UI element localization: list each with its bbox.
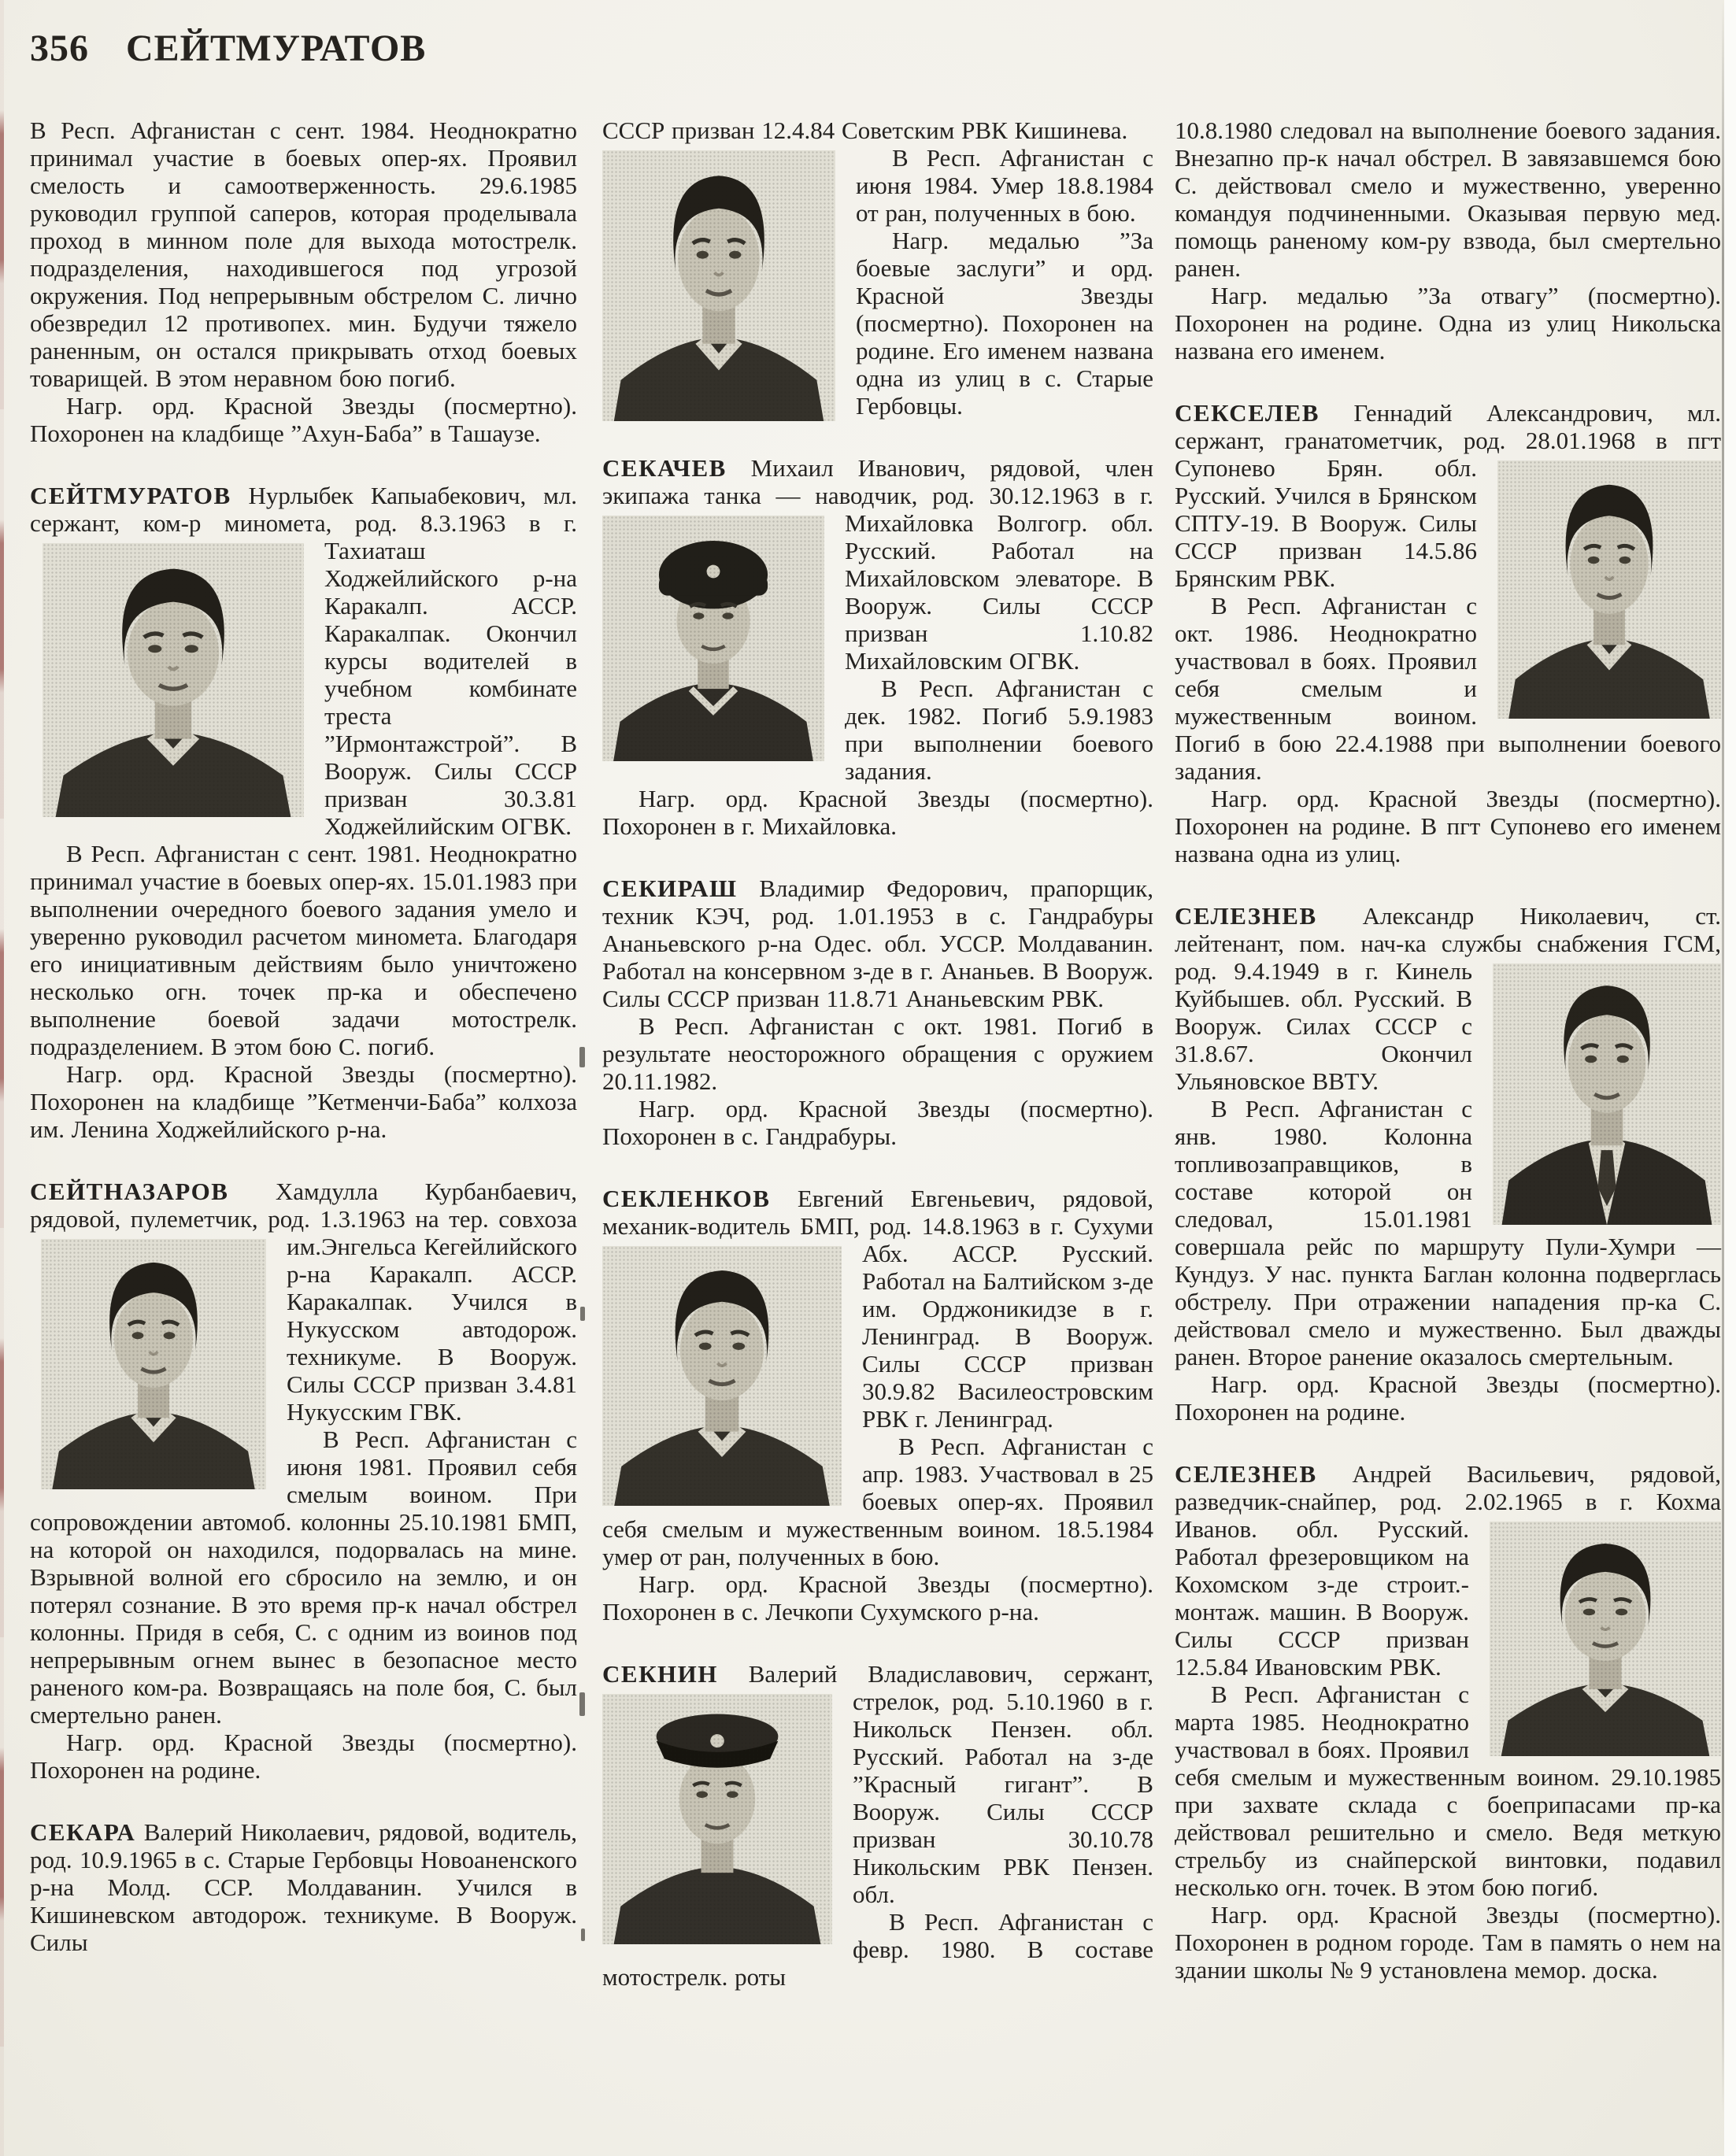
paragraph-service: В Респ. Афганистан с июня 1981. Проявил себя смелым воином. При сопровождении автомоб. колонны 25.10.1981 БМП, на которой он находился, подорвалась на мине. Взрывной волной его сбросило на землю, и он потерял сознание. В это время пр-к начал обстрел колонны. Придя в себя, С. с одним из воинов под непрерывным огнем вынес в безопасное место раненого ком-ра. Возвращаясь на поле боя, С. был смертельно ранен.: [30, 1426, 577, 1729]
entry-head-paragraph: [602, 875, 1153, 1012]
paragraph-award: Нагр. орд. Красной Звезды (посмертно). Похоронен в г. Михайловка.: [602, 785, 1153, 840]
entry-head-paragraph: [30, 482, 577, 840]
entry-surname: СЕКСЕЛЕВ: [1175, 399, 1320, 427]
entry-surname: СЕКАРА: [30, 1818, 136, 1846]
paragraph-award: Нагр. орд. Красной Звезды (посмертно). Похоронен в с. Лечкопи Сухумского р-на.: [602, 1570, 1153, 1625]
entry-seleznev-aleksandr: [1175, 902, 1721, 1426]
entry-seknin: [602, 1660, 1153, 1991]
photo-sekara: [602, 150, 835, 421]
page-number: 356: [30, 28, 89, 69]
entry-surname: СЕКЛЕНКОВ: [602, 1185, 771, 1212]
entry-lead-text: СССР призван 12.4.84 Советским РВК: [602, 116, 1008, 144]
paragraph-continuation: 10.8.1980 следовал на выполнение боевого задания. Внезапно пр-к начал обстрел. В завязавшемся бою С. действовал смело и мужественно, уверенно командуя подчиненными. Оказывая первую мед. помощь раненому ком-ру взвода, был смертельно ранен.: [1175, 116, 1721, 282]
photo-seklenkov: [602, 1246, 842, 1506]
entry-body-text: Кишинева.: [1014, 116, 1128, 144]
paragraph-service: В Респ. Афганистан с янв. 1980. Колонна топливозаправщиков, в составе которой он следовал, 15.01.1981 совершала рейс по маршруту Пули-Хумри — Кундуз. У нас. пункта Баглан колонна подверглась обстрелу. При отражении нападения пр-ка С. действовал смело и мужественно. Был дважды ранен. Второе ранение оказалось смертельным.: [1175, 1095, 1721, 1370]
scan-speck: [579, 1047, 585, 1067]
entry-lead-text: Валерий Николаевич, рядовой, водитель, род. 10.9.1965 в с. Старые Гербовцы Новоаненского р-на Молд. ССР. Молдаванин. Учился в Кишиневском автодорож. техникуме. В Вооруж. Силы: [30, 1818, 577, 1956]
entry-sekirash: [602, 875, 1153, 1150]
entry-surname: СЕЛЕЗНЕВ: [1175, 1460, 1317, 1488]
scan-edge-artifact-left: [0, 0, 4, 2156]
entry-body-text: ГСМ, род. 9.4.1949 в г. Кинель Куйбышев. обл. Русский. В Вооруж. Силах СССР с 31.8.67. Окончил Ульяновское ВВТУ.: [1175, 930, 1721, 1095]
entry-body-text: Кохма Иванов. обл. Русский. Работал фрезеровщиком на Кохомском з-де строит.-монтаж. машин. В Вооруж. Силы СССР призван 12.5.84 Ивановским РВК.: [1175, 1488, 1721, 1681]
entry-seytnazarov: [30, 1178, 577, 1784]
entry-lead-text: Геннадий Александрович, мл. сержант, гранатометчик, род. 28.01.1968: [1175, 399, 1721, 454]
photo-seknin: [602, 1694, 832, 1944]
paragraph-service: В Респ. Афганистан с апр. 1983. Участвовал в 25 боевых опер-ях. Проявил себя смелым и мужественным воином. 18.5.1984 умер от ран, полученных в бою.: [602, 1433, 1153, 1570]
paragraph-service: В Респ. Афганистан с окт. 1986. Неоднократно участвовал в боях. Проявил себя смелым и мужественным воином. Погиб в бою 22.4.1988 при выполнении боевого задания.: [1175, 592, 1721, 785]
entry-head-paragraph: [602, 1185, 1153, 1433]
entry-seleznev-andrey: [1175, 1460, 1721, 1984]
entry-surname: СЕКИРАШ: [602, 875, 738, 902]
photo-seytmuratov: [43, 543, 304, 817]
column-3: [1175, 116, 1721, 1984]
running-head: СЕЙТМУРАТОВ: [126, 28, 427, 69]
entry-lead-text: Хамдулла Курбанбаевич, рядовой, пулеметчик, род. 1.3.1963 на: [30, 1178, 577, 1233]
entry-body-text: 8.3.1963 в г. Тахиаташ Ходжейлийского р-на Каракалп. АССР. Каракалпак. Окончил курсы водителей в учебном комбинате треста ”Ирмонтажстрой”. В Вооруж. Силы СССР призван 30.3.81 Ходжейлийским ОГВК.: [324, 509, 577, 840]
scan-speck: [580, 1307, 585, 1321]
scan-edge-white: [1724, 0, 1736, 2156]
paragraph-award: Нагр. орд. Красной Звезды (посмертно). Похоронен на родине. В пгт Супонево его именем названа одна из улиц.: [1175, 785, 1721, 867]
paragraph-service: В Респ. Афганистан с окт. 1981. Погиб в результате неосторожного обращения с оружием 20.11.1982.: [602, 1012, 1153, 1095]
page-header: [30, 27, 426, 71]
entry-head-paragraph: [1175, 1460, 1721, 1681]
entry-surname: СЕКАЧЕВ: [602, 454, 727, 482]
photo-sekselev: [1497, 460, 1721, 719]
entry-lead-text: Валерий Владиславович,: [717, 1660, 1033, 1688]
scan-speck: [581, 1929, 585, 1941]
entry-head-paragraph: [1175, 399, 1721, 592]
entry-lead-text: Александр Николаевич, ст. лейтенант, пом. нач-ка службы снабжения: [1175, 902, 1721, 957]
paragraph-continuation: [602, 116, 1153, 144]
paragraph-award: Нагр. медалью ”За боевые заслуги” и орд. Красной Звезды (посмертно). Похоронен на родине. Его именем названа одна из улиц в с. Старые Гербовцы.: [856, 227, 1153, 420]
paragraph-service: В Респ. Афганистан с июня 1984. Умер 18.8.1984 от ран, полученных в бою.: [856, 144, 1153, 227]
entry-head-paragraph: [30, 1818, 577, 1956]
entry-surname: СЕЙТНАЗАРОВ: [30, 1178, 229, 1205]
paragraph-award: Нагр. орд. Красной Звезды (посмертно). Похоронен на родине.: [30, 1729, 577, 1784]
entry-head-paragraph: [602, 454, 1153, 675]
entry-sekachev: [602, 454, 1153, 840]
entry-surname: СЕЛЕЗНЕВ: [1175, 902, 1317, 930]
entry-body-text: в пгт Супонево Брян. обл. Русский. Учился в Брянском СПТУ-19. В Вооруж. Силы СССР призван 14.5.86 Брянским РВК.: [1175, 427, 1722, 592]
column-1: [30, 116, 577, 1956]
paragraph-award: Нагр. орд. Красной Звезды (посмертно). Похоронен на родине.: [1175, 1370, 1721, 1426]
entry-body-text: сержант, стрелок, род. 5.10.1960 в г. Никольск Пензен. обл. Русский. Работал на з-де ”Красный гигант”. В Вооруж. Силы СССР призван 30.10.78 Никольским РВК Пензен. обл.: [853, 1660, 1154, 1908]
entry-head-paragraph: [602, 1660, 1153, 1908]
column-2: [602, 116, 1153, 1991]
paragraph-continuation: В Респ. Афганистан с сент. 1984. Неоднократно принимал участие в боевых опер-ях. Проявил смелость и самоотверженность. 29.6.1985 руководил группой саперов, которая проделывала проход в минном поле для выхода мотострелк. подразделения, находившегося под угрозой окружения. Под непрерывным обстрелом С. лично обезвредил 12 противопех. мин. Будучи тяжело раненным, он остался прикрывать отход боевых товарищей. В этом неравном бою погиб.: [30, 116, 577, 392]
photo-sekachev: [602, 516, 824, 761]
entry-body-text: 30.12.1963 в г. Михайловка Волгогр. обл. Русский. Работал на Михайловском элеваторе. В Вооруж. Силы СССР призван 1.10.82 Михайловским ОГВК.: [845, 482, 1154, 675]
entry-surname: СЕКНИН: [602, 1660, 718, 1688]
paragraph-award: Нагр. орд. Красной Звезды (посмертно). Похоронен в с. Гандрабуры.: [602, 1095, 1153, 1150]
paragraph-award: Нагр. орд. Красной Звезды (посмертно). Похоронен на кладбище ”Ахун-Баба” в Ташаузе.: [30, 392, 577, 447]
paragraph-service: В Респ. Афганистан с сент. 1981. Неоднократно принимал участие в боевых опер-ях. 15.01.1983 при выполнении очередного боевого задания умело и уверенно руководил расчетом миномета. Благодаря его инициативным действиям было уничтожено несколько огн. точек пр-ка и обеспечено выполнение боевой задачи мотострелк. подразделением. В этом бою С. погиб.: [30, 840, 577, 1060]
entry-lead-text: Андрей Васильевич, рядовой, разведчик-снайпер, род. 2.02.1965 в г.: [1175, 1460, 1721, 1515]
entry-head-paragraph: [30, 1178, 577, 1426]
entry-surname: СЕЙТМУРАТОВ: [30, 482, 231, 509]
scan-speck: [579, 1692, 585, 1716]
paragraph-award: Нагр. медалью ”За отвагу” (посмертно). Похоронен на родине. Одна из улиц Никольска названа его именем.: [1175, 282, 1721, 364]
paragraph-award: Нагр. орд. Красной Звезды (посмертно). Похоронен на кладбище ”Кетменчи-Баба” колхоза им. Ленина Ходжейлийского р-на.: [30, 1060, 577, 1143]
entry-lead-text: Нурлыбек Капыабекович, мл. сержант, ком-р миномета, род.: [30, 482, 577, 537]
entry-sekara-continuation: [602, 116, 1153, 420]
entry-lead-text: Владимир Федорович, прапорщик, техник КЭЧ, род. 1.01.1953 в с. Гандрабуры Ананьевского р-на Одес. обл. УССР. Молдаванин. Работал на консервном з-де в г. Ананьев. В Вооруж. Силы СССР призван 11.8.71 Ананьевским РВК.: [602, 875, 1153, 1012]
entry-head-paragraph: [1175, 902, 1721, 1095]
photo-seytnazarov: [41, 1239, 266, 1489]
entry-lead-text: Михаил Иванович, рядовой, член экипажа танка — наводчик, род.: [602, 454, 1153, 509]
entry-seklenkov: [602, 1185, 1153, 1625]
entry-sekselev: [1175, 399, 1721, 867]
entry-body-text: тер. совхоза им.Энгельса Кегейлийского р-на Каракалп. АССР. Каракалпак. Учился в Нукусском автодорож. техникуме. В Вооруж. Силы СССР призван 3.4.81 Нукусским ГВК.: [287, 1205, 578, 1426]
entry-seytmuratov: [30, 482, 577, 1143]
entry-body-text: 14.8.1963 в г. Сухуми Абх. АССР. Русский. Работал на Балтийском з-де им. Орджоникидзе в г. Ленинград. В Вооруж. Силы СССР призван 30.9.82 Василеостровским РВК г. Ленинград.: [862, 1212, 1153, 1433]
entry-lead-text: Евгений Евгеньевич, рядовой, механик-водитель БМП, род.: [602, 1185, 1153, 1240]
paragraph-award: Нагр. орд. Красной Звезды (посмертно). Похоронен в родном городе. Там в память о нем на здании школы № 9 установлена мемор. доска.: [1175, 1901, 1721, 1984]
photo-seleznev-andrey: [1490, 1522, 1721, 1756]
paragraph-service: В Респ. Афганистан с дек. 1982. Погиб 5.9.1983 при выполнении боевого задания.: [845, 675, 1153, 785]
photo-seleznev-aleksandr: [1493, 963, 1721, 1225]
paragraph-service: В Респ. Афганистан с марта 1985. Неоднократно участвовал в боях. Проявил себя смелым и мужественным воином. 29.10.1985 при захвате склада с боеприпасами пр-ка действовал решительно и смело. Ведя меткую стрельбу из снайперской винтовки, подавил несколько огн. точек. В этом бою погиб.: [1175, 1681, 1721, 1901]
entry-sekara: [30, 1818, 577, 1956]
paragraph-service: В Респ. Афганистан с февр. 1980. В составе мотострелк. роты: [602, 1908, 1153, 1991]
